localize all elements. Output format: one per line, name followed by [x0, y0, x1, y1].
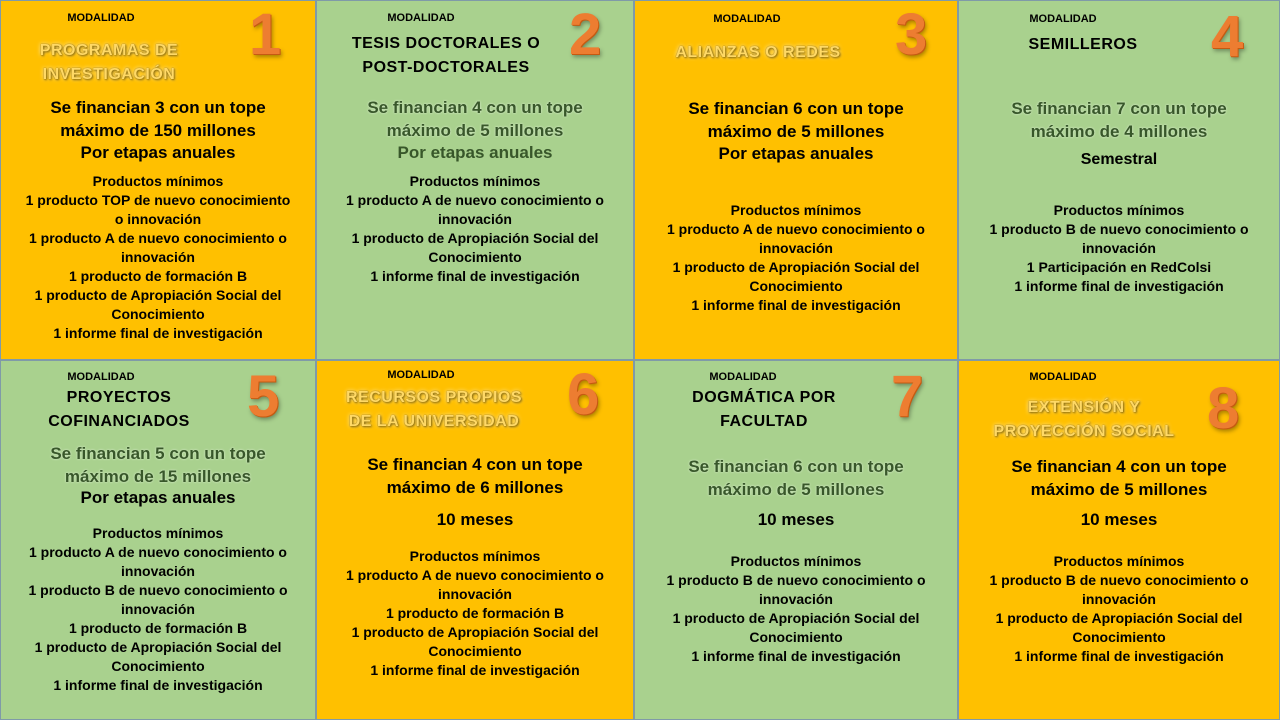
products-list	[639, 220, 953, 315]
list-item: o innovación	[114, 211, 202, 227]
list-item: 1 producto B de nuevo conocimiento o	[989, 572, 1249, 588]
modalidad-card-3	[634, 0, 958, 360]
list-item: Conocimiento	[111, 306, 205, 322]
list-item: Conocimiento	[428, 249, 522, 265]
modalidad-title: SEMILLEROS	[1028, 36, 1138, 53]
funding-text: Se financian 6 con un tope máximo de 5 millones	[688, 99, 904, 141]
list-item: 1 informe final de investigación	[370, 268, 580, 284]
funding-text: Se financian 7 con un tope máximo de 4 millones	[1011, 99, 1227, 141]
products-list	[321, 566, 629, 680]
list-item: 1 informe final de investigación	[53, 677, 263, 693]
modalidad-label: MODALIDAD	[1029, 371, 1097, 383]
list-item: 1 producto de Apropiación Social del	[351, 230, 599, 246]
list-item: Conocimiento	[749, 278, 843, 294]
modalidad-number: 6	[567, 362, 600, 427]
modalidad-label: MODALIDAD	[709, 371, 777, 383]
list-item: 1 Participación en RedColsi	[1026, 259, 1212, 275]
products-list	[5, 191, 311, 343]
modalidad-card-8	[958, 360, 1280, 720]
modalidad-title: RECURSOS PROPIOS DE LA UNIVERSIDAD	[345, 389, 523, 430]
modalidad-card-2	[316, 0, 634, 360]
modalidad-number: 5	[247, 364, 280, 429]
period-text: Por etapas anuales	[80, 143, 236, 162]
list-item: innovación	[1082, 240, 1156, 256]
modalidad-label: MODALIDAD	[387, 369, 455, 381]
modalidad-label: MODALIDAD	[67, 371, 135, 383]
list-item: Conocimiento	[1072, 629, 1166, 645]
products-heading: Productos mínimos	[730, 202, 862, 218]
list-item: 1 informe final de investigación	[370, 662, 580, 678]
list-item: innovación	[438, 586, 512, 602]
modalidad-title: DOGMÁTICA POR FACULTAD	[692, 389, 836, 430]
list-item: 1 informe final de investigación	[1014, 648, 1224, 664]
products-list	[639, 571, 953, 666]
products-heading: Productos mínimos	[92, 525, 224, 541]
list-item: 1 producto de formación B	[68, 620, 248, 636]
list-item: innovación	[438, 211, 512, 227]
modalidad-card-5	[0, 360, 316, 720]
list-item: Conocimiento	[111, 658, 205, 674]
list-item: 1 producto A de nuevo conocimiento o	[346, 192, 604, 208]
list-item: Conocimiento	[749, 629, 843, 645]
funding-text: Se financian 6 con un tope máximo de 5 millones	[688, 457, 904, 499]
funding-text: Se financian 4 con un tope máximo de 5 millones	[367, 98, 583, 140]
modalidad-title: PROGRAMAS DE INVESTIGACIÓN	[39, 42, 179, 83]
period-text: 10 meses	[1080, 510, 1158, 529]
modalidad-label: MODALIDAD	[387, 12, 455, 24]
products-list	[5, 543, 311, 695]
list-item: 1 producto A de nuevo conocimiento o	[346, 567, 604, 583]
period-text: Por etapas anuales	[718, 144, 874, 163]
modalidad-number: 2	[569, 2, 602, 67]
list-item: 1 producto de Apropiación Social del	[672, 610, 920, 626]
list-item: 1 producto de formación B	[68, 268, 248, 284]
list-item: 1 producto TOP de nuevo conocimiento	[25, 192, 291, 208]
modalidad-label: MODALIDAD	[1029, 13, 1097, 25]
list-item: innovación	[1082, 591, 1156, 607]
list-item: 1 producto de Apropiación Social del	[995, 610, 1243, 626]
modalidad-number: 8	[1207, 376, 1240, 441]
list-item: 1 informe final de investigación	[691, 297, 901, 313]
products-heading: Productos mínimos	[92, 173, 224, 189]
list-item: 1 producto B de nuevo conocimiento o	[28, 582, 288, 598]
products-heading: Productos mínimos	[409, 173, 541, 189]
list-item: innovación	[759, 240, 833, 256]
period-text: 10 meses	[436, 510, 514, 529]
list-item: 1 producto de Apropiación Social del	[34, 639, 282, 655]
list-item: 1 informe final de investigación	[1014, 278, 1224, 294]
funding-text: Se financian 3 con un tope máximo de 150 millones	[50, 98, 266, 140]
modalidad-card-6	[316, 360, 634, 720]
modalidad-number: 4	[1211, 4, 1244, 69]
funding-text: Se financian 4 con un tope máximo de 5 millones	[1011, 457, 1227, 499]
list-item: innovación	[121, 249, 195, 265]
products-heading: Productos mínimos	[1053, 202, 1185, 218]
products-list	[321, 191, 629, 286]
modalidad-card-7	[634, 360, 958, 720]
list-item: 1 informe final de investigación	[53, 325, 263, 341]
list-item: innovación	[759, 591, 833, 607]
modalidad-label: MODALIDAD	[713, 13, 781, 25]
funding-text: Se financian 4 con un tope máximo de 6 millones	[367, 455, 583, 497]
modalidad-title: EXTENSIÓN Y PROYECCIÓN SOCIAL	[993, 399, 1175, 440]
products-heading: Productos mínimos	[1053, 553, 1185, 569]
period-text: 10 meses	[757, 510, 835, 529]
modalidad-title: ALIANZAS O REDES	[675, 44, 841, 61]
list-item: 1 producto de Apropiación Social del	[672, 259, 920, 275]
list-item: Conocimiento	[428, 643, 522, 659]
modalidad-number: 7	[891, 364, 924, 429]
list-item: 1 producto A de nuevo conocimiento o	[29, 544, 287, 560]
modalidad-number: 3	[895, 2, 928, 67]
modalidad-title: TESIS DOCTORALES O POST-DOCTORALES	[351, 35, 541, 76]
products-heading: Productos mínimos	[409, 548, 541, 564]
list-item: 1 producto de Apropiación Social del	[34, 287, 282, 303]
products-heading: Productos mínimos	[730, 553, 862, 569]
modalidad-number: 1	[249, 2, 282, 67]
list-item: 1 producto A de nuevo conocimiento o	[667, 221, 925, 237]
list-item: 1 producto de formación B	[385, 605, 565, 621]
modalidad-card-1	[0, 0, 316, 360]
list-item: 1 producto A de nuevo conocimiento o	[29, 230, 287, 246]
products-list	[963, 220, 1275, 296]
funding-text: Se financian 5 con un tope máximo de 15 millones	[50, 444, 266, 486]
list-item: innovación	[121, 601, 195, 617]
list-item: 1 producto B de nuevo conocimiento o	[989, 221, 1249, 237]
modalidad-card-4	[958, 0, 1280, 360]
modalidad-title: PROYECTOS COFINANCIADOS	[48, 389, 190, 430]
list-item: 1 informe final de investigación	[691, 648, 901, 664]
products-list	[963, 571, 1275, 666]
period-text: Por etapas anuales	[80, 488, 236, 507]
modalidad-label: MODALIDAD	[67, 12, 135, 24]
period-text: Semestral	[1080, 151, 1158, 168]
period-text: Por etapas anuales	[397, 143, 553, 162]
list-item: 1 producto de Apropiación Social del	[351, 624, 599, 640]
list-item: innovación	[121, 563, 195, 579]
list-item: 1 producto B de nuevo conocimiento o	[666, 572, 926, 588]
